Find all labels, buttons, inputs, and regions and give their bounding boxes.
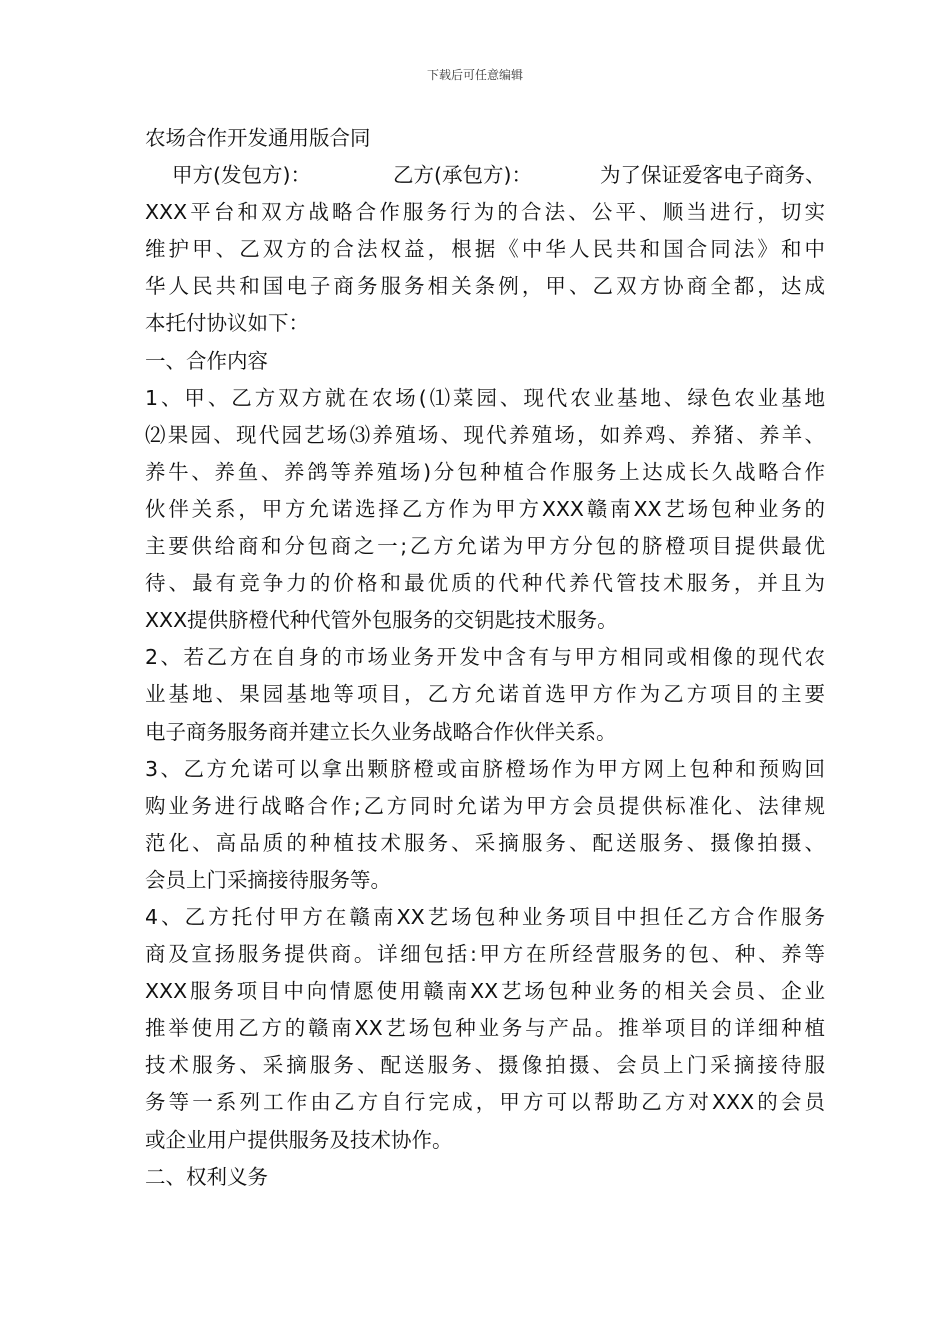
clause-1 [145,380,825,640]
clause-line: ⑵果园、现代园艺场⑶养殖场、现代养殖场，如养鸡、养猪、养羊、 [145,422,825,447]
clause-line: 电子商务服务商并建立长久业务战略合作伙伴关系。 [145,719,617,744]
party-a-label: 甲方(发包方)： [172,163,311,188]
clause-line: 范化、高品质的种植技术服务、采摘服务、配送服务、摄像拍摄、 [145,830,825,855]
clause-line: XXX提供脐橙代种代管外包服务的交钥匙技术服务。 [145,608,618,633]
clause-line: 待、最有竞争力的价格和最优质的代种代养代管技术服务，并且为 [145,571,825,596]
document-title: 农场合作开发通用版合同 [145,126,371,150]
clause-line: 业基地、果园基地等项目，乙方允诺首选甲方作为乙方项目的主要 [145,682,825,707]
clause-line: 会员上门采摘接待服务等。 [145,867,391,892]
clause-line: 养牛、养鱼、养鸽等养殖场)分包种植合作服务上达成长久战略合作 [145,459,825,484]
parties-line [145,157,825,194]
clause-line: 推举使用乙方的赣南XX艺场包种业务与产品。推举项目的详细种植 [145,1016,825,1041]
intro-line: XXX平台和双方战略合作服务行为的合法、公平、顺当进行，切实 [145,200,825,225]
clause-line: 商及宣扬服务提供商。详细包括:甲方在所经营服务的包、种、养等 [145,942,825,967]
clause-line: 购业务进行战略合作;乙方同时允诺为甲方会员提供标准化、法律规 [145,793,825,818]
clause-line: 主要供给商和分包商之一;乙方允诺为甲方分包的脐橙项目提供最优 [145,534,825,559]
clause-line: XXX服务项目中向情愿使用赣南XX艺场包种业务的相关会员、企业 [145,979,825,1004]
clause-3 [145,751,825,899]
intro-line: 华人民共和国电子商务服务相关条例，甲、乙双方协商全都，达成 [145,274,825,299]
intro-line: 本托付协议如下： [145,311,309,336]
clause-line: 2、若乙方在自身的市场业务开发中含有与甲方相同或相像的现代农 [145,645,825,670]
clause-line: 伙伴关系，甲方允诺选择乙方作为甲方XXX赣南XX艺场包种业务的 [145,496,825,521]
party-b-label: 乙方(承包方)： [393,163,532,188]
clause-line: 务等一系列工作由乙方自行完成，甲方可以帮助乙方对XXX的会员 [145,1090,825,1115]
intro-line: 维护甲、乙双方的合法权益，根据《中华人民共和国合同法》和中 [145,237,825,262]
intro-paragraph [145,194,825,342]
clause-4 [145,899,825,1159]
intro-first-segment: 为了保证爱客电子商务、 [600,163,826,188]
clause-2 [145,639,825,750]
document-body [145,120,825,1196]
clause-line: 4、乙方托付甲方在赣南XX艺场包种业务项目中担任乙方合作服务 [145,904,825,929]
clause-line: 3、乙方允诺可以拿出颗脐橙或亩脐橙场作为甲方网上包种和预购回 [145,756,825,781]
header-note: 下载后可任意编辑 [426,68,523,82]
section-heading-cooperation: 一、合作内容 [145,348,268,373]
clause-line: 技术服务、采摘服务、配送服务、摄像拍摄、会员上门采摘接待服 [145,1053,825,1078]
section-heading-rights-obligations: 二、权利义务 [145,1164,268,1189]
clause-line: 1、甲、乙方双方就在农场(⑴菜园、现代农业基地、绿色农业基地 [145,385,825,410]
clause-line: 或企业用户提供服务及技术协作。 [145,1127,453,1152]
